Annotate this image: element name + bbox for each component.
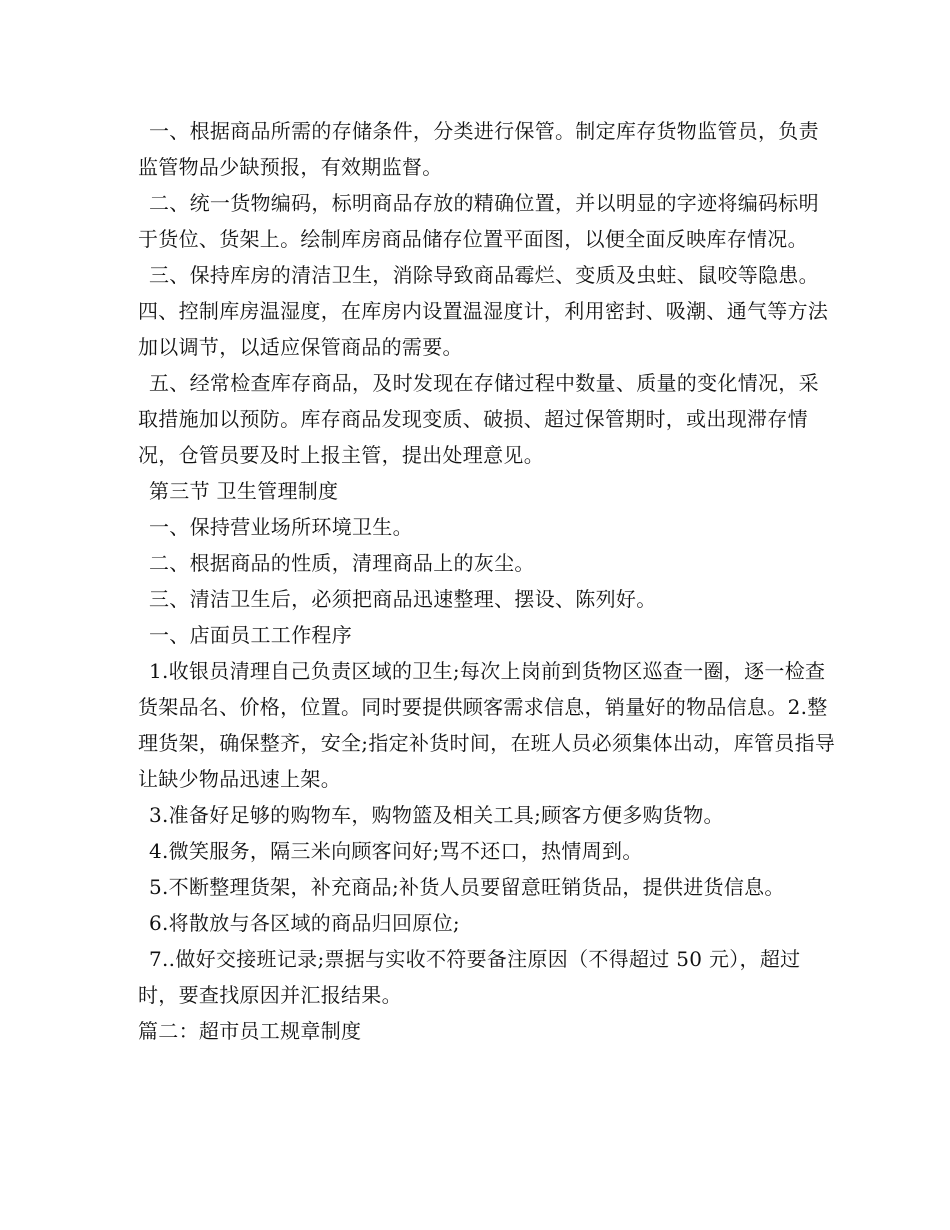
paragraph-storage-3: 三、保持库房的清洁卫生，消除导致商品霉烂、变质及虫蛀、鼠咬等隐患。: [149, 263, 819, 287]
paragraph-procedure-1: 1.收银员清理自己负责区域的卫生;每次上岗前到货物区巡查一圈，逐一检查货架品名、价格，位置。同时要提供顾客需求信息，销量好的物品信息。2.整理货架，确保整齐，安全;指定补货时间，在班人员必须集体出动，库管员指导让缺少物品迅速上架。: [138, 659, 836, 791]
paragraph-storage-2: 二、统一货物编码，标明商品存放的精确位置，并以明显的字迹将编码标明于货位、货架上。绘制库房商品储存位置平面图，以便全面反映库存情况。: [138, 191, 819, 251]
paragraph-procedure-4: 4.微笑服务，隔三米向顾客问好;骂不还口，热情周到。: [149, 839, 643, 863]
paragraph-storage-1: 一、根据商品所需的存储条件，分类进行保管。制定库存货物监管员，负责监管物品少缺预报，有效期监督。: [138, 119, 819, 179]
paragraph-procedure-5: 5.不断整理货架，补充商品;补货人员要留意旺销货品，提供进货信息。: [149, 875, 785, 899]
paragraph-hygiene-1: 一、保持营业场所环境卫生。: [149, 515, 413, 539]
paragraph-procedure-3: 3.准备好足够的购物车，购物篮及相关工具;顾客方便多购货物。: [149, 803, 724, 827]
section-heading-hygiene: 第三节 卫生管理制度: [149, 479, 339, 503]
paragraph-hygiene-3: 三、清洁卫生后，必须把商品迅速整理、摆设、陈列好。: [149, 587, 657, 611]
paragraph-storage-5: 五、经常检查库存商品，及时发现在存储过程中数量、质量的变化情况，采取措施加以预防。库存商品发现变质、破损、超过保管期时，或出现滞存情况，仓管员要及时上报主管，提出处理意见。: [138, 371, 819, 467]
paragraph-storage-4: 四、控制库房温湿度，在库房内设置温湿度计，利用密封、吸潮、通气等方法加以调节，以适应保管商品的需要。: [138, 299, 829, 359]
document-body: [138, 113, 838, 1049]
section-heading-staff-procedure: 一、店面员工工作程序: [149, 623, 352, 647]
chapter-heading-part-two: 篇二：超市员工规章制度: [138, 1019, 362, 1043]
paragraph-procedure-7: 7..做好交接班记录;票据与实收不符要备注原因（不得超过 50 元），超过时，要查找原因并汇报结果。: [138, 947, 801, 1007]
paragraph-procedure-6: 6.将散放与各区域的商品归回原位;: [149, 911, 460, 935]
paragraph-hygiene-2: 二、根据商品的性质，清理商品上的灰尘。: [149, 551, 535, 575]
